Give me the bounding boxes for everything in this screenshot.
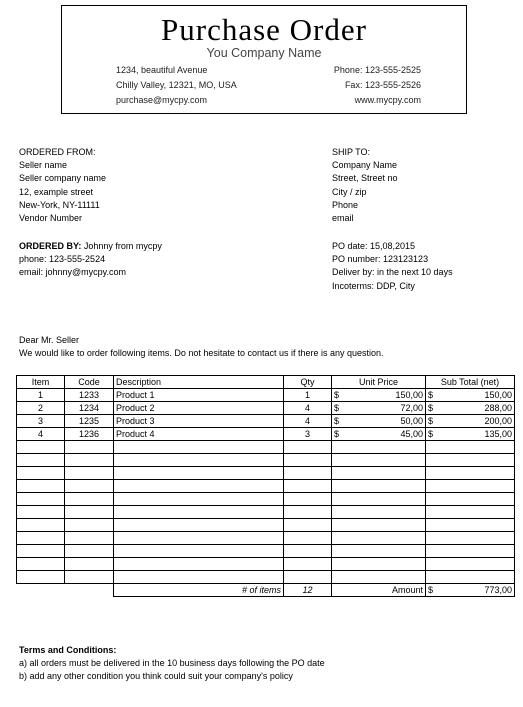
table-row: [17, 441, 515, 454]
letter-greeting: Dear Mr. Seller: [19, 335, 80, 345]
money-value: [428, 402, 512, 414]
unit-price-cell: [332, 493, 426, 506]
seller-company: Seller company name: [19, 173, 107, 184]
seller-name: Seller name: [19, 160, 68, 171]
vendor-number: Vendor Number: [19, 213, 83, 224]
ordered-from-heading: ORDERED FROM:: [19, 147, 96, 157]
unit-price-cell: [332, 389, 426, 402]
description-cell: [114, 480, 284, 493]
subtotal-cell: [426, 519, 515, 532]
letter-body: We would like to order following items. Do not hesitate to contact us if there is any question.: [19, 348, 384, 359]
currency-symbol: $: [428, 403, 434, 413]
items-count-value: 12: [284, 584, 332, 597]
unit-price-cell: [332, 506, 426, 519]
address-email: purchase@mycpy.com: [116, 95, 207, 105]
qty-cell: 3: [284, 428, 332, 441]
description-cell: [114, 532, 284, 545]
ship-company: Company Name: [332, 160, 398, 171]
item-cell: [17, 441, 65, 454]
amount-text: 72,00: [400, 403, 423, 413]
po-date: PO date: 15,08,2015: [332, 241, 416, 251]
qty-cell: [284, 519, 332, 532]
item-cell: [17, 545, 65, 558]
item-cell: [17, 532, 65, 545]
subtotal-cell: [426, 506, 515, 519]
table-row: [17, 506, 515, 519]
description-cell: [114, 519, 284, 532]
money-value: [334, 389, 423, 401]
ship-phone: Phone: [332, 199, 359, 210]
item-cell: 3: [17, 415, 65, 428]
qty-cell: [284, 441, 332, 454]
header-item: Item: [17, 376, 65, 389]
code-cell: [65, 571, 114, 584]
amount-total-value: 773,00: [484, 585, 512, 595]
currency-symbol: $: [334, 390, 340, 400]
header-subtotal: Sub Total (net): [426, 376, 515, 389]
address-line-1: 1234, beautiful Avenue: [116, 65, 208, 75]
amount-text: 45,00: [400, 429, 423, 439]
description-cell: [114, 506, 284, 519]
qty-cell: [284, 467, 332, 480]
item-cell: [17, 493, 65, 506]
po-info-block: [332, 240, 453, 293]
table-row: [17, 545, 515, 558]
ordered-by-block: [19, 240, 162, 280]
code-cell: [65, 519, 114, 532]
table-row: [17, 519, 515, 532]
header-fax: Fax: 123-555-2526: [344, 80, 421, 90]
unit-price-cell: [332, 415, 426, 428]
table-row: [17, 389, 515, 402]
subtotal-cell: [426, 389, 515, 402]
header-unit-price: Unit Price: [332, 376, 426, 389]
qty-cell: 1: [284, 389, 332, 402]
qty-cell: 4: [284, 402, 332, 415]
qty-cell: [284, 493, 332, 506]
item-cell: [17, 467, 65, 480]
currency-symbol: $: [334, 403, 340, 413]
amount-text: 288,00: [484, 403, 512, 413]
terms-block: [19, 644, 325, 684]
code-cell: [65, 467, 114, 480]
unit-price-cell: [332, 441, 426, 454]
qty-cell: [284, 558, 332, 571]
unit-price-cell: [332, 532, 426, 545]
unit-price-cell: [332, 558, 426, 571]
currency-symbol: $: [428, 429, 434, 439]
seller-street: 12, example street: [19, 186, 94, 197]
table-row: [17, 480, 515, 493]
ordered-from-block: [19, 146, 106, 225]
header-website: www.mycpy.com: [354, 95, 421, 105]
amount-text: 50,00: [400, 416, 423, 426]
qty-cell: [284, 545, 332, 558]
description-cell: Product 1: [114, 389, 284, 402]
ordered-by-email: email: johnny@mycpy.com: [19, 267, 127, 278]
subtotal-cell: [426, 428, 515, 441]
money-value: [428, 428, 512, 440]
qty-cell: [284, 506, 332, 519]
subtotal-cell: [426, 441, 515, 454]
table-row: [17, 493, 515, 506]
subtotal-cell: [426, 493, 515, 506]
unit-price-cell: [332, 402, 426, 415]
table-row: [17, 402, 515, 415]
table-row: [17, 467, 515, 480]
table-row: [17, 415, 515, 428]
unit-price-cell: [332, 545, 426, 558]
unit-price-cell: [332, 454, 426, 467]
subtotal-cell: [426, 402, 515, 415]
incoterms: Incoterms: DDP, City: [332, 280, 415, 291]
ordered-by-name: Johnny from mycpy: [83, 241, 162, 251]
money-value: [428, 415, 512, 427]
item-cell: [17, 454, 65, 467]
description-cell: [114, 545, 284, 558]
table-row: [17, 454, 515, 467]
ship-to-heading: SHIP TO:: [332, 147, 371, 157]
header-code: Code: [65, 376, 114, 389]
subtotal-cell: [426, 467, 515, 480]
currency-symbol: $: [428, 585, 434, 595]
header-description: Description: [114, 376, 284, 389]
subtotal-cell: [426, 571, 515, 584]
description-cell: [114, 493, 284, 506]
table-header-row: [17, 376, 515, 389]
currency-symbol: $: [334, 429, 340, 439]
code-cell: [65, 506, 114, 519]
item-cell: [17, 480, 65, 493]
header-qty: Qty: [284, 376, 332, 389]
amount-text: 200,00: [484, 416, 512, 426]
money-value: [428, 389, 512, 401]
code-cell: 1234: [65, 402, 114, 415]
currency-symbol: $: [428, 416, 434, 426]
terms-title: Terms and Conditions:: [19, 645, 117, 655]
ordered-by-phone: phone: 123-555-2524: [19, 254, 106, 265]
code-cell: [65, 454, 114, 467]
ship-to-block: [332, 146, 398, 225]
item-cell: 2: [17, 402, 65, 415]
header-box: [61, 5, 467, 114]
amount-text: 150,00: [484, 390, 512, 400]
description-cell: [114, 467, 284, 480]
description-cell: [114, 441, 284, 454]
description-cell: [114, 571, 284, 584]
amount-text: 150,00: [395, 390, 423, 400]
subtotal-cell: [426, 480, 515, 493]
money-value: [334, 428, 423, 440]
code-cell: 1236: [65, 428, 114, 441]
unit-price-cell: [332, 428, 426, 441]
money-value: [334, 415, 423, 427]
terms-line-b: b) add any other condition you think could suit your company's policy: [19, 671, 293, 682]
items-count-label: # of items: [114, 584, 284, 597]
item-cell: [17, 571, 65, 584]
subtotal-cell: [426, 415, 515, 428]
code-cell: [65, 441, 114, 454]
description-cell: [114, 454, 284, 467]
description-cell: [114, 558, 284, 571]
subtotal-cell: [426, 545, 515, 558]
item-cell: 1: [17, 389, 65, 402]
table-row: [17, 428, 515, 441]
qty-cell: [284, 532, 332, 545]
item-cell: 4: [17, 428, 65, 441]
ordered-by-line: [19, 240, 162, 253]
code-cell: [65, 558, 114, 571]
money-value: [428, 584, 512, 596]
document-title: Purchase Order: [161, 12, 367, 47]
item-cell: [17, 558, 65, 571]
ship-city: City / zip: [332, 186, 367, 197]
seller-city: New-York, NY-11111: [19, 199, 100, 210]
terms-line-a: a) all orders must be delivered in the 10 business days following the PO date: [19, 658, 325, 669]
money-value: [334, 402, 423, 414]
code-cell: [65, 493, 114, 506]
description-cell: Product 2: [114, 402, 284, 415]
ship-email: email: [332, 213, 354, 224]
deliver-by: Deliver by: in the next 10 days: [332, 267, 453, 278]
currency-symbol: $: [334, 416, 340, 426]
table-row: [17, 532, 515, 545]
code-cell: [65, 545, 114, 558]
description-cell: Product 3: [114, 415, 284, 428]
ship-street: Street, Street no: [332, 173, 398, 184]
footer-blank: [17, 584, 114, 597]
company-name: You Company Name: [206, 46, 322, 60]
description-cell: Product 4: [114, 428, 284, 441]
unit-price-cell: [332, 467, 426, 480]
item-cell: [17, 506, 65, 519]
table-row: [17, 558, 515, 571]
code-cell: 1233: [65, 389, 114, 402]
subtotal-cell: [426, 532, 515, 545]
po-number: PO number: 123123123: [332, 254, 429, 265]
qty-cell: [284, 480, 332, 493]
ordered-by-label: ORDERED BY:: [19, 241, 82, 251]
address-line-2: Chilly Valley, 12321, MO, USA: [116, 80, 237, 90]
table-row: [17, 571, 515, 584]
amount-total: [426, 584, 515, 597]
subtotal-cell: [426, 454, 515, 467]
qty-cell: [284, 454, 332, 467]
unit-price-cell: [332, 571, 426, 584]
header-phone: Phone: 123-555-2525: [333, 65, 421, 75]
code-cell: 1235: [65, 415, 114, 428]
subtotal-cell: [426, 558, 515, 571]
items-table: [16, 375, 515, 597]
qty-cell: 4: [284, 415, 332, 428]
amount-label: Amount: [332, 584, 426, 597]
item-cell: [17, 519, 65, 532]
unit-price-cell: [332, 519, 426, 532]
table-footer-row: [17, 584, 515, 597]
code-cell: [65, 532, 114, 545]
unit-price-cell: [332, 480, 426, 493]
letter-block: [19, 334, 384, 360]
qty-cell: [284, 571, 332, 584]
amount-text: 135,00: [484, 429, 512, 439]
currency-symbol: $: [428, 390, 434, 400]
code-cell: [65, 480, 114, 493]
